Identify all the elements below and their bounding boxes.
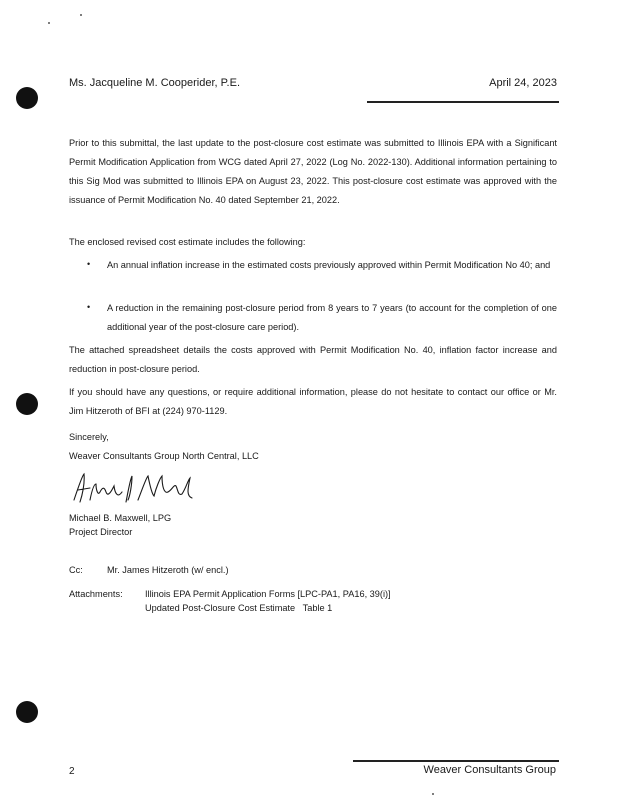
signer-name: Michael B. Maxwell, LPG	[69, 513, 172, 523]
attachment-item: Illinois EPA Permit Application Forms [LPC-PA1, PA16, 39(i)]	[145, 589, 391, 599]
letter-date: April 24, 2023	[489, 77, 557, 89]
scan-speck	[48, 22, 50, 24]
signer-title: Project Director	[69, 527, 133, 537]
bullet-marker: •	[87, 302, 91, 312]
signature	[68, 470, 198, 510]
scan-speck	[80, 14, 82, 16]
page-number: 2	[69, 766, 75, 777]
footer-rule	[353, 760, 559, 762]
recipient-name: Ms. Jacqueline M. Cooperider, P.E.	[69, 77, 240, 89]
salutation: Sincerely,	[69, 432, 109, 442]
punch-hole	[16, 87, 38, 109]
scan-speck	[432, 793, 434, 795]
bullet-item-inflation: An annual inflation increase in the estimated costs previously approved within Permit Modification No 40; and	[107, 260, 551, 270]
paragraph-prior-submittal: Prior to this submittal, the last update to the post-closure cost estimate was submitted to Illinois EPA with a Significant Permit Modification Application from WCG dated April 27, 2022 (Log No. 2022-130). Additional information pertaining to this Sig Mod was submitted to Illinois EPA on August 23, 2022. This post-closure cost estimate was approved with the issuance of Permit Modification No. 40 dated September 21, 2022.	[69, 138, 557, 205]
cc-value: Mr. James Hitzeroth (w/ encl.)	[107, 565, 229, 575]
attachments-label: Attachments:	[69, 589, 123, 599]
company-name: Weaver Consultants Group North Central, LLC	[69, 451, 259, 461]
bullet-marker: •	[87, 259, 91, 269]
punch-hole	[16, 393, 38, 415]
paragraph-enclosed-estimate: The enclosed revised cost estimate includes the following:	[69, 237, 306, 247]
bullet-item-reduction: A reduction in the remaining post-closure period from 8 years to 7 years (to account for the completion of one additional year of the post-closure care period).	[107, 303, 557, 332]
paragraph-spreadsheet: The attached spreadsheet details the costs approved with Permit Modification No. 40, inflation factor increase and reduction in post-closure period.	[69, 345, 557, 374]
cc-label: Cc:	[69, 565, 83, 575]
attachment-item: Updated Post-Closure Cost Estimate Table 1	[145, 603, 333, 613]
header-rule	[367, 101, 559, 103]
punch-hole	[16, 701, 38, 723]
footer-company: Weaver Consultants Group	[423, 764, 556, 776]
paragraph-contact: If you should have any questions, or require additional information, please do not hesitate to contact our office or Mr. Jim Hitzeroth of BFI at (224) 970-1129.	[69, 387, 557, 416]
